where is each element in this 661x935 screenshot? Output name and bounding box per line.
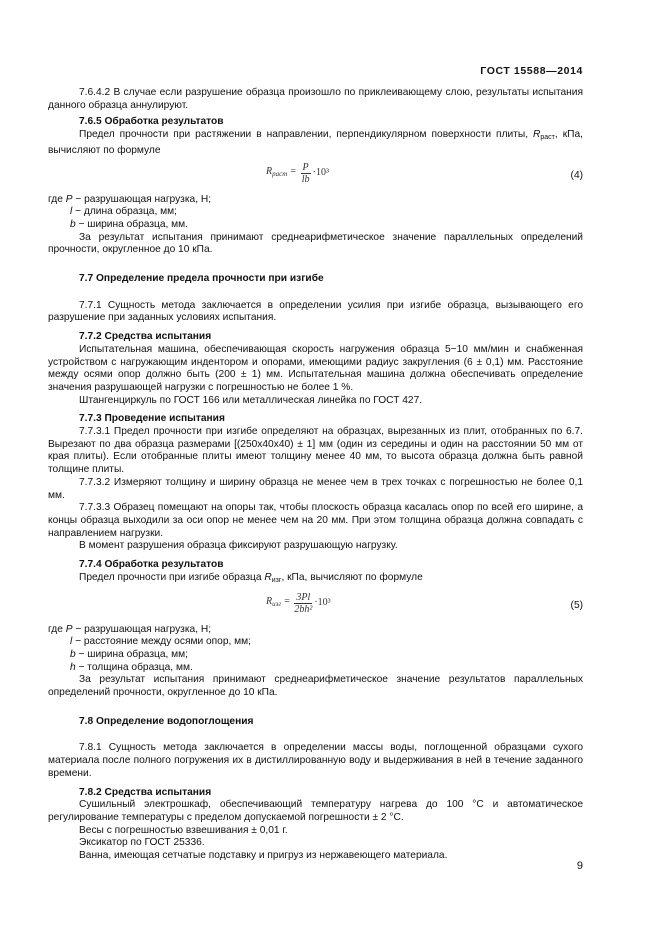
page-number: 9	[576, 860, 583, 872]
clause-7-7-3-3-moment: В момент разрушения образца фиксируют разрушающую нагрузку.	[79, 540, 398, 552]
page-content	[48, 87, 583, 863]
clause-7-7-2-machine: Испытательная машина, обеспечивающая скорость нагружения образца 5−10 мм/мин и снабженная устройством с нагружающим индентором и опорами, имеющими радиус закругления (6 ± 0,1) мм. Расстояние между осями опор должно быть (200 ± 1) мм. Испытательная машина должна обеспечивать определение значения разрушающей нагрузки с погрешностью не более 1 %.	[48, 343, 583, 393]
clause-7-8-2-bath: Ванна, имеющая сетчатые подставку и пригруз из нержавеющего материала.	[79, 850, 448, 862]
definition-l-supports: l − расстояние между осями опор, мм;	[70, 636, 251, 648]
heading-7-7-3: 7.7.3 Проведение испытания	[79, 413, 225, 425]
clause-7-8-2-scales: Весы с погрешностью взвешивания ± 0,01 г.	[79, 824, 288, 836]
clause-7-8-1: 7.8.1 Сущность метода заключается в определении массы воды, поглощенной образцами сухого материала после полного погружения их в дистиллированную воду и выдерживания в ней в течение заданного времени.	[48, 742, 583, 779]
standard-header: ГОСТ 15588—2014	[480, 65, 583, 77]
where-list-4: где P − разрушающая нагрузка, Н;	[48, 193, 212, 205]
heading-7-7-2: 7.7.2 Средства испытания	[79, 331, 212, 343]
formula-4-number: (4)	[570, 169, 583, 181]
clause-7-7-1: 7.7.1 Сущность метода заключается в определении усилия при изгибе образца, вызывающего его разрушение при заданных условиях испытания.	[48, 299, 583, 324]
formula-4	[48, 162, 583, 190]
clause-7-7-3-3: 7.7.3.3 Образец помещают на опоры так, чтобы плоскость образца касалась опор по всей его ширине, а концы образца выходили за оси опор не менее чем на 20 мм. При этом толщина образца должна совпадать с направлением нагрузки.	[48, 502, 583, 539]
formula-5	[48, 592, 583, 620]
definition-b-width: b − ширина образца, мм;	[70, 648, 189, 660]
result-7-7-4: За результат испытания принимают среднеарифметическое значение результатов параллельных определений прочности, округленное до 10 кПа.	[48, 674, 583, 699]
clause-7-6-4-2: 7.6.4.2 В случае если разрушение образца произошло по приклеивающему слою, результаты испытания данного образца аннулируют.	[48, 87, 583, 111]
clause-7-7-2-caliper: Штангенциркуль по ГОСТ 166 или металлическая линейка по ГОСТ 427.	[79, 394, 423, 406]
formula-5-number: (5)	[570, 599, 583, 611]
clause-7-7-3-2: 7.7.3.2 Измеряют толщину и ширину образца не менее чем в трех точках с погрешностью не более 0,1 мм.	[48, 476, 583, 501]
heading-7-6-5: 7.6.5 Обработка результатов	[79, 116, 224, 128]
formula-4-expression: $R_{раст}$ = $\frac{P}{lb}$ ·10³	[266, 161, 329, 185]
formula-5-expression: $R_{изг}$ = $\frac{3Pl}{\text{2bh²}}$ ·10³	[266, 591, 331, 615]
clause-7-7-3-1: 7.7.3.1 Предел прочности при изгибе определяют на образцах, вырезанных из плит, отобранных по 6.7. Вырезают по два образца размерами [(250х40х40) ± 1] мм (один из середины и один на расстоянии 50 мм от края плиты). Если отобранные плиты имеют толщину менее 40 мм, то высота образца должна быть равной толщине плиты.	[48, 426, 583, 476]
result-7-6-5: За результат испытания принимают среднеарифметическое значение параллельных определений прочности, округленное до 10 кПа.	[48, 231, 583, 256]
heading-7-8-2: 7.8.2 Средства испытания	[79, 786, 212, 798]
clause-7-8-2-oven: Сушильный электрошкаф, обеспечивающий температуру нагрева до 100 °С и автоматическое регулирование температуры с пределом допускаемой погрешности ± 2 °С.	[48, 799, 583, 823]
clause-7-7-4-intro: Предел прочности при изгибе образца $R_{изг}$, кПа, вычисляют по формуле	[79, 571, 423, 584]
clause-7-6-5-intro: Предел прочности при растяжении в направлении, перпендикулярном поверхности плиты, $R_{раст}$, кПа, вычисляют по формуле	[48, 129, 583, 156]
clause-7-8-2-desiccator: Эксикатор по ГОСТ 25336.	[79, 837, 205, 849]
heading-7-8: 7.8 Определение водопоглощения	[79, 715, 254, 727]
definition-h-thickness: h − толщина образца, мм.	[70, 661, 193, 673]
definition-b: b − ширина образца, мм.	[70, 218, 189, 230]
heading-7-7: 7.7 Определение предела прочности при изгибе	[79, 273, 324, 285]
definition-l: l − длина образца, мм;	[70, 206, 177, 218]
where-list-5: где P − разрушающая нагрузка, Н;	[48, 623, 212, 635]
heading-7-7-4: 7.7.4 Обработка результатов	[79, 559, 224, 571]
